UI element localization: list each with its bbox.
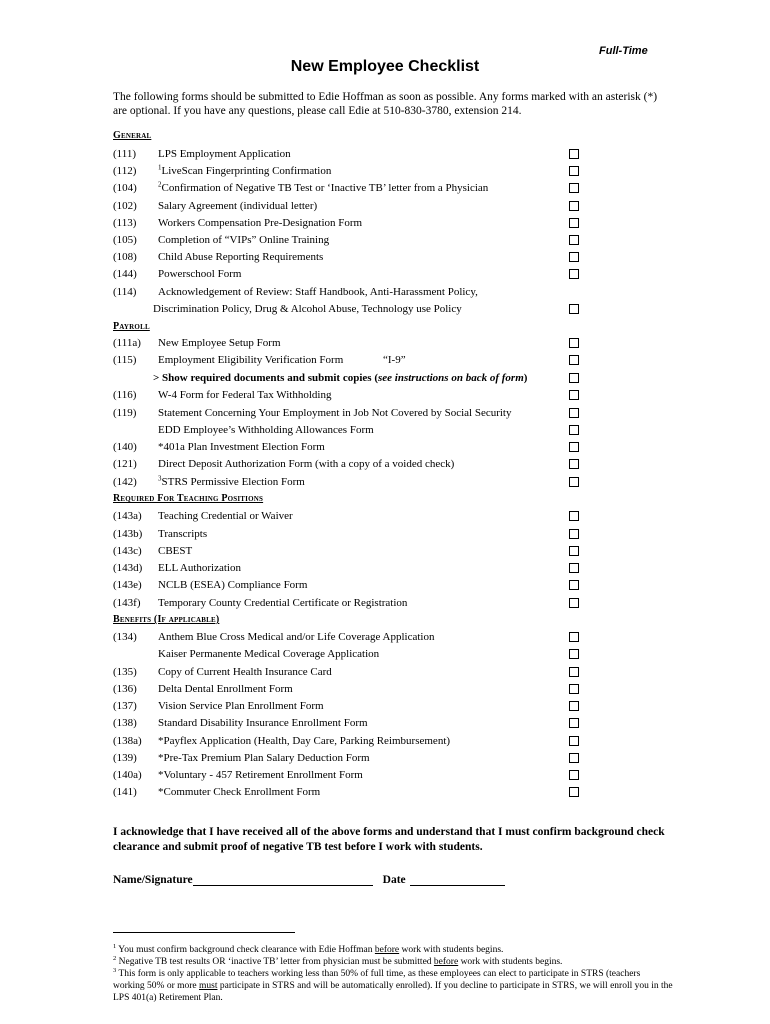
checklist-row: [113, 629, 583, 645]
full-time-label: Full-Time: [599, 45, 648, 57]
checklist-row: [113, 664, 583, 680]
form-name: [158, 422, 374, 438]
checkbox[interactable]: [569, 684, 579, 694]
form-name-text: LPS Employment Application: [158, 148, 291, 160]
checkbox[interactable]: [569, 269, 579, 279]
form-code: (141): [113, 786, 137, 798]
form-code: (137): [113, 700, 137, 712]
form-name: [158, 784, 320, 800]
checkbox[interactable]: [569, 563, 579, 573]
checkbox[interactable]: [569, 477, 579, 487]
form-code: (143e): [113, 579, 142, 591]
form-name-text: Salary Agreement (individual letter): [158, 200, 318, 212]
checkbox[interactable]: [569, 408, 579, 418]
checkbox[interactable]: [569, 218, 579, 228]
checklist-row: [113, 180, 583, 196]
form-name-text: Temporary County Credential Certificate or Registration: [158, 597, 408, 609]
form-name-text: *401a Plan Investment Election Form: [158, 441, 325, 453]
checklist-row: [113, 646, 583, 662]
footnote-ref: 1: [158, 163, 162, 172]
checklist-row: [113, 474, 583, 490]
form-name-text: Statement Concerning Your Employment in Job Not Covered by Social Security: [158, 407, 512, 419]
checkbox[interactable]: [569, 753, 579, 763]
checklist-row: [113, 543, 583, 559]
checkbox[interactable]: [569, 373, 579, 383]
checkbox[interactable]: [569, 252, 579, 262]
form-name: [158, 163, 331, 179]
footnote-2: $^2$ Negative TB test results OR ‘inactive TB’ letter from physician must be submitted before work with students begins.: [113, 955, 563, 968]
form-name: [158, 767, 363, 783]
intro-text: The following forms should be submitted to Edie Hoffman as soon as possible. Any forms marked with an asterisk (*) are optional. If you have any questions, please call Edie at 510-830-3780, extension 214.: [113, 91, 658, 117]
checklist-row: [113, 370, 583, 386]
form-name: [158, 543, 192, 559]
footnote-ref: 2: [158, 180, 162, 189]
checkbox[interactable]: [569, 787, 579, 797]
checklist-row: [113, 456, 583, 472]
form-name: [158, 387, 331, 403]
form-name-italic: see instructions on back of form: [377, 372, 524, 384]
checklist-row: [113, 560, 583, 576]
form-name-text: Direct Deposit Authorization Form (with a copy of a voided check): [158, 458, 455, 470]
checklist-row: [113, 352, 583, 368]
form-code: (105): [113, 234, 137, 246]
form-name: [158, 249, 323, 265]
form-code: (112): [113, 165, 137, 177]
date-label: Date: [382, 874, 406, 886]
form-name: [158, 215, 362, 231]
checklist-row: [113, 405, 583, 421]
form-code: (144): [113, 268, 137, 280]
form-name-text: Vision Service Plan Enrollment Form: [158, 700, 324, 712]
section-benefits: Benefits (If applicable): [113, 614, 220, 625]
checklist-row: [113, 681, 583, 697]
form-name: [158, 146, 291, 162]
form-code: (143c): [113, 545, 142, 557]
section-payroll: Payroll: [113, 321, 150, 332]
form-name-text: Employment Eligibility Verification Form: [158, 354, 344, 366]
form-name-text: Acknowledgement of Review: Staff Handbook, Anti-Harassment Policy,: [158, 286, 478, 298]
form-name: [158, 284, 478, 300]
form-code: (111a): [113, 337, 141, 349]
checkbox[interactable]: [569, 390, 579, 400]
checkbox[interactable]: [569, 355, 579, 365]
footnote-1: $^1$ You must confirm background check clearance with Edie Hoffman before work with students begins.: [113, 943, 504, 956]
checklist-row: [113, 249, 583, 265]
form-code: (143d): [113, 562, 143, 574]
form-code: (138a): [113, 735, 142, 747]
checklist-row: [113, 439, 583, 455]
checklist-row: [113, 422, 583, 438]
checkbox[interactable]: [569, 442, 579, 452]
form-name-text: Teaching Credential or Waiver: [158, 510, 293, 522]
footnote-3: $^3$ This form is only applicable to teachers working less than 50% of full time, as these employees can elect to participate in STRS (teachers working 50% or more must participate in STRS and will be automatically enrolled). If you decline to participate in STRS, we will enroll you in the LPS 401(a) Retirement Plan.: [113, 967, 673, 1004]
form-name-text: *Commuter Check Enrollment Form: [158, 786, 321, 798]
form-code: (142): [113, 476, 137, 488]
footnote-rule: [113, 932, 295, 933]
form-code: (116): [113, 389, 137, 401]
checkbox[interactable]: [569, 201, 579, 211]
form-code: (140): [113, 441, 137, 453]
checklist-row: [113, 595, 583, 611]
checkbox[interactable]: [569, 304, 579, 314]
form-name: [158, 405, 512, 421]
checkbox[interactable]: [569, 718, 579, 728]
form-name-text: CBEST: [158, 545, 193, 557]
checklist-row: [113, 266, 583, 282]
checklist-row: [113, 784, 583, 800]
checklist-row: [113, 767, 583, 783]
form-code: (140a): [113, 769, 142, 781]
checkbox[interactable]: [569, 580, 579, 590]
checklist-row: [113, 387, 583, 403]
form-name: [158, 335, 281, 351]
form-name-text: Kaiser Permanente Medical Coverage Application: [158, 648, 380, 660]
form-code: (113): [113, 217, 137, 229]
checkbox[interactable]: [569, 338, 579, 348]
form-name-text: Discrimination Policy, Drug & Alcohol Abuse, Technology use Policy: [153, 303, 462, 315]
form-name: [158, 750, 370, 766]
form-code: (102): [113, 200, 137, 212]
form-code: (104): [113, 182, 137, 194]
checkbox[interactable]: [569, 770, 579, 780]
form-code: (135): [113, 666, 137, 678]
form-name-text: Standard Disability Insurance Enrollment Form: [158, 717, 368, 729]
form-name: [158, 266, 241, 282]
checkbox[interactable]: [569, 736, 579, 746]
form-code: (139): [113, 752, 137, 764]
checkbox[interactable]: [569, 235, 579, 245]
form-name-text: Child Abuse Reporting Requirements: [158, 251, 324, 263]
section-general: General: [113, 130, 152, 141]
section-teaching: Required For Teaching Positions: [113, 493, 264, 504]
form-code: (108): [113, 251, 137, 263]
form-code: (119): [113, 407, 137, 419]
checkbox[interactable]: [569, 667, 579, 677]
form-code: (111): [113, 148, 137, 160]
checkbox[interactable]: [569, 183, 579, 193]
checklist-row: [113, 301, 583, 317]
form-name: [158, 629, 434, 645]
form-name: [158, 681, 293, 697]
checkbox[interactable]: [569, 632, 579, 642]
form-name-text: EDD Employee’s Withholding Allowances Form: [158, 424, 374, 436]
form-name: [158, 198, 317, 214]
form-name: [158, 595, 407, 611]
form-name-text: Copy of Current Health Insurance Card: [158, 666, 332, 678]
form-name: [158, 352, 343, 368]
checklist-row: [113, 232, 583, 248]
checklist-row: [113, 198, 583, 214]
form-code: (138): [113, 717, 137, 729]
form-name: [158, 180, 488, 196]
checkbox[interactable]: [569, 649, 579, 659]
form-name: [158, 439, 325, 455]
checkbox[interactable]: [569, 598, 579, 608]
date-line[interactable]: [410, 873, 505, 886]
form-name-text: Completion of “VIPs” Online Training: [158, 234, 330, 246]
name-signature-line[interactable]: [193, 873, 373, 886]
checklist-row: [113, 750, 583, 766]
form-name: [158, 664, 332, 680]
form-name-text: *Pre-Tax Premium Plan Salary Deduction Form: [158, 752, 370, 764]
form-name-text: *Payflex Application (Health, Day Care, Parking Reimbursement): [158, 735, 451, 747]
checklist-row: [113, 698, 583, 714]
form-code: (115): [113, 354, 137, 366]
form-extra: “I-9”: [383, 354, 406, 366]
form-code: (114): [113, 286, 137, 298]
form-name: [158, 698, 324, 714]
form-name-text: ELL Authorization: [158, 562, 241, 574]
checklist-row: [113, 335, 583, 351]
name-signature-label: Name/Signature: [113, 874, 193, 886]
form-name-text: New Employee Setup Form: [158, 337, 281, 349]
form-code: (143a): [113, 510, 142, 522]
form-name-text: LiveScan Fingerprinting Confirmation: [161, 165, 332, 177]
form-name: [158, 733, 450, 749]
checkbox[interactable]: [569, 529, 579, 539]
form-name-text: Workers Compensation Pre-Designation Form: [158, 217, 363, 229]
checkbox[interactable]: [569, 149, 579, 159]
form-name-text: Powerschool Form: [158, 268, 242, 280]
form-name: [158, 560, 241, 576]
form-name-text: Confirmation of Negative TB Test or ‘Inactive TB’ letter from a Physician: [161, 182, 489, 194]
form-name: [158, 474, 305, 490]
checkbox[interactable]: [569, 701, 579, 711]
form-name: [153, 301, 462, 317]
form-name-text: Transcripts: [158, 528, 208, 540]
form-name: [158, 715, 368, 731]
acknowledgement: I acknowledge that I have received all of the above forms and understand that I must confirm background check clearance and submit proof of negative TB test before I work with students.: [113, 826, 665, 853]
checkbox[interactable]: [569, 166, 579, 176]
checklist-row: [113, 715, 583, 731]
form-name-end: ): [523, 372, 528, 384]
form-name-text: Delta Dental Enrollment Form: [158, 683, 293, 695]
page-title: New Employee Checklist: [290, 58, 480, 75]
form-name: [158, 577, 307, 593]
form-name: [158, 508, 293, 524]
checkbox[interactable]: [569, 511, 579, 521]
form-name: [158, 526, 207, 542]
form-name-text: > Show required documents and submit copies (: [153, 372, 378, 384]
form-name: [158, 232, 329, 248]
form-name-text: *Voluntary - 457 Retirement Enrollment Form: [158, 769, 363, 781]
checklist-row: [113, 284, 583, 300]
form-code: (143b): [113, 528, 143, 540]
checklist-row: [113, 508, 583, 524]
checklist-row: [113, 163, 583, 179]
form-code: (136): [113, 683, 137, 695]
form-name: [158, 456, 454, 472]
form-name-text: NCLB (ESEA) Compliance Form: [158, 579, 308, 591]
form-code: (134): [113, 631, 137, 643]
checklist-row: [113, 577, 583, 593]
checklist-row: [113, 733, 583, 749]
checklist-row: [113, 526, 583, 542]
form-name-text: STRS Permissive Election Form: [161, 476, 305, 488]
form-name: [153, 370, 527, 386]
checklist-row: [113, 146, 583, 162]
checkbox[interactable]: [569, 425, 579, 435]
form-code: (121): [113, 458, 137, 470]
footnote-ref: 3: [158, 474, 162, 483]
form-name-text: Anthem Blue Cross Medical and/or Life Coverage Application: [158, 631, 435, 643]
form-name: [158, 646, 379, 662]
checkbox[interactable]: [569, 459, 579, 469]
form-code: (143f): [113, 597, 141, 609]
form-name-text: W-4 Form for Federal Tax Withholding: [158, 389, 332, 401]
checkbox[interactable]: [569, 546, 579, 556]
signature-row: [113, 873, 505, 886]
checklist-row: [113, 215, 583, 231]
